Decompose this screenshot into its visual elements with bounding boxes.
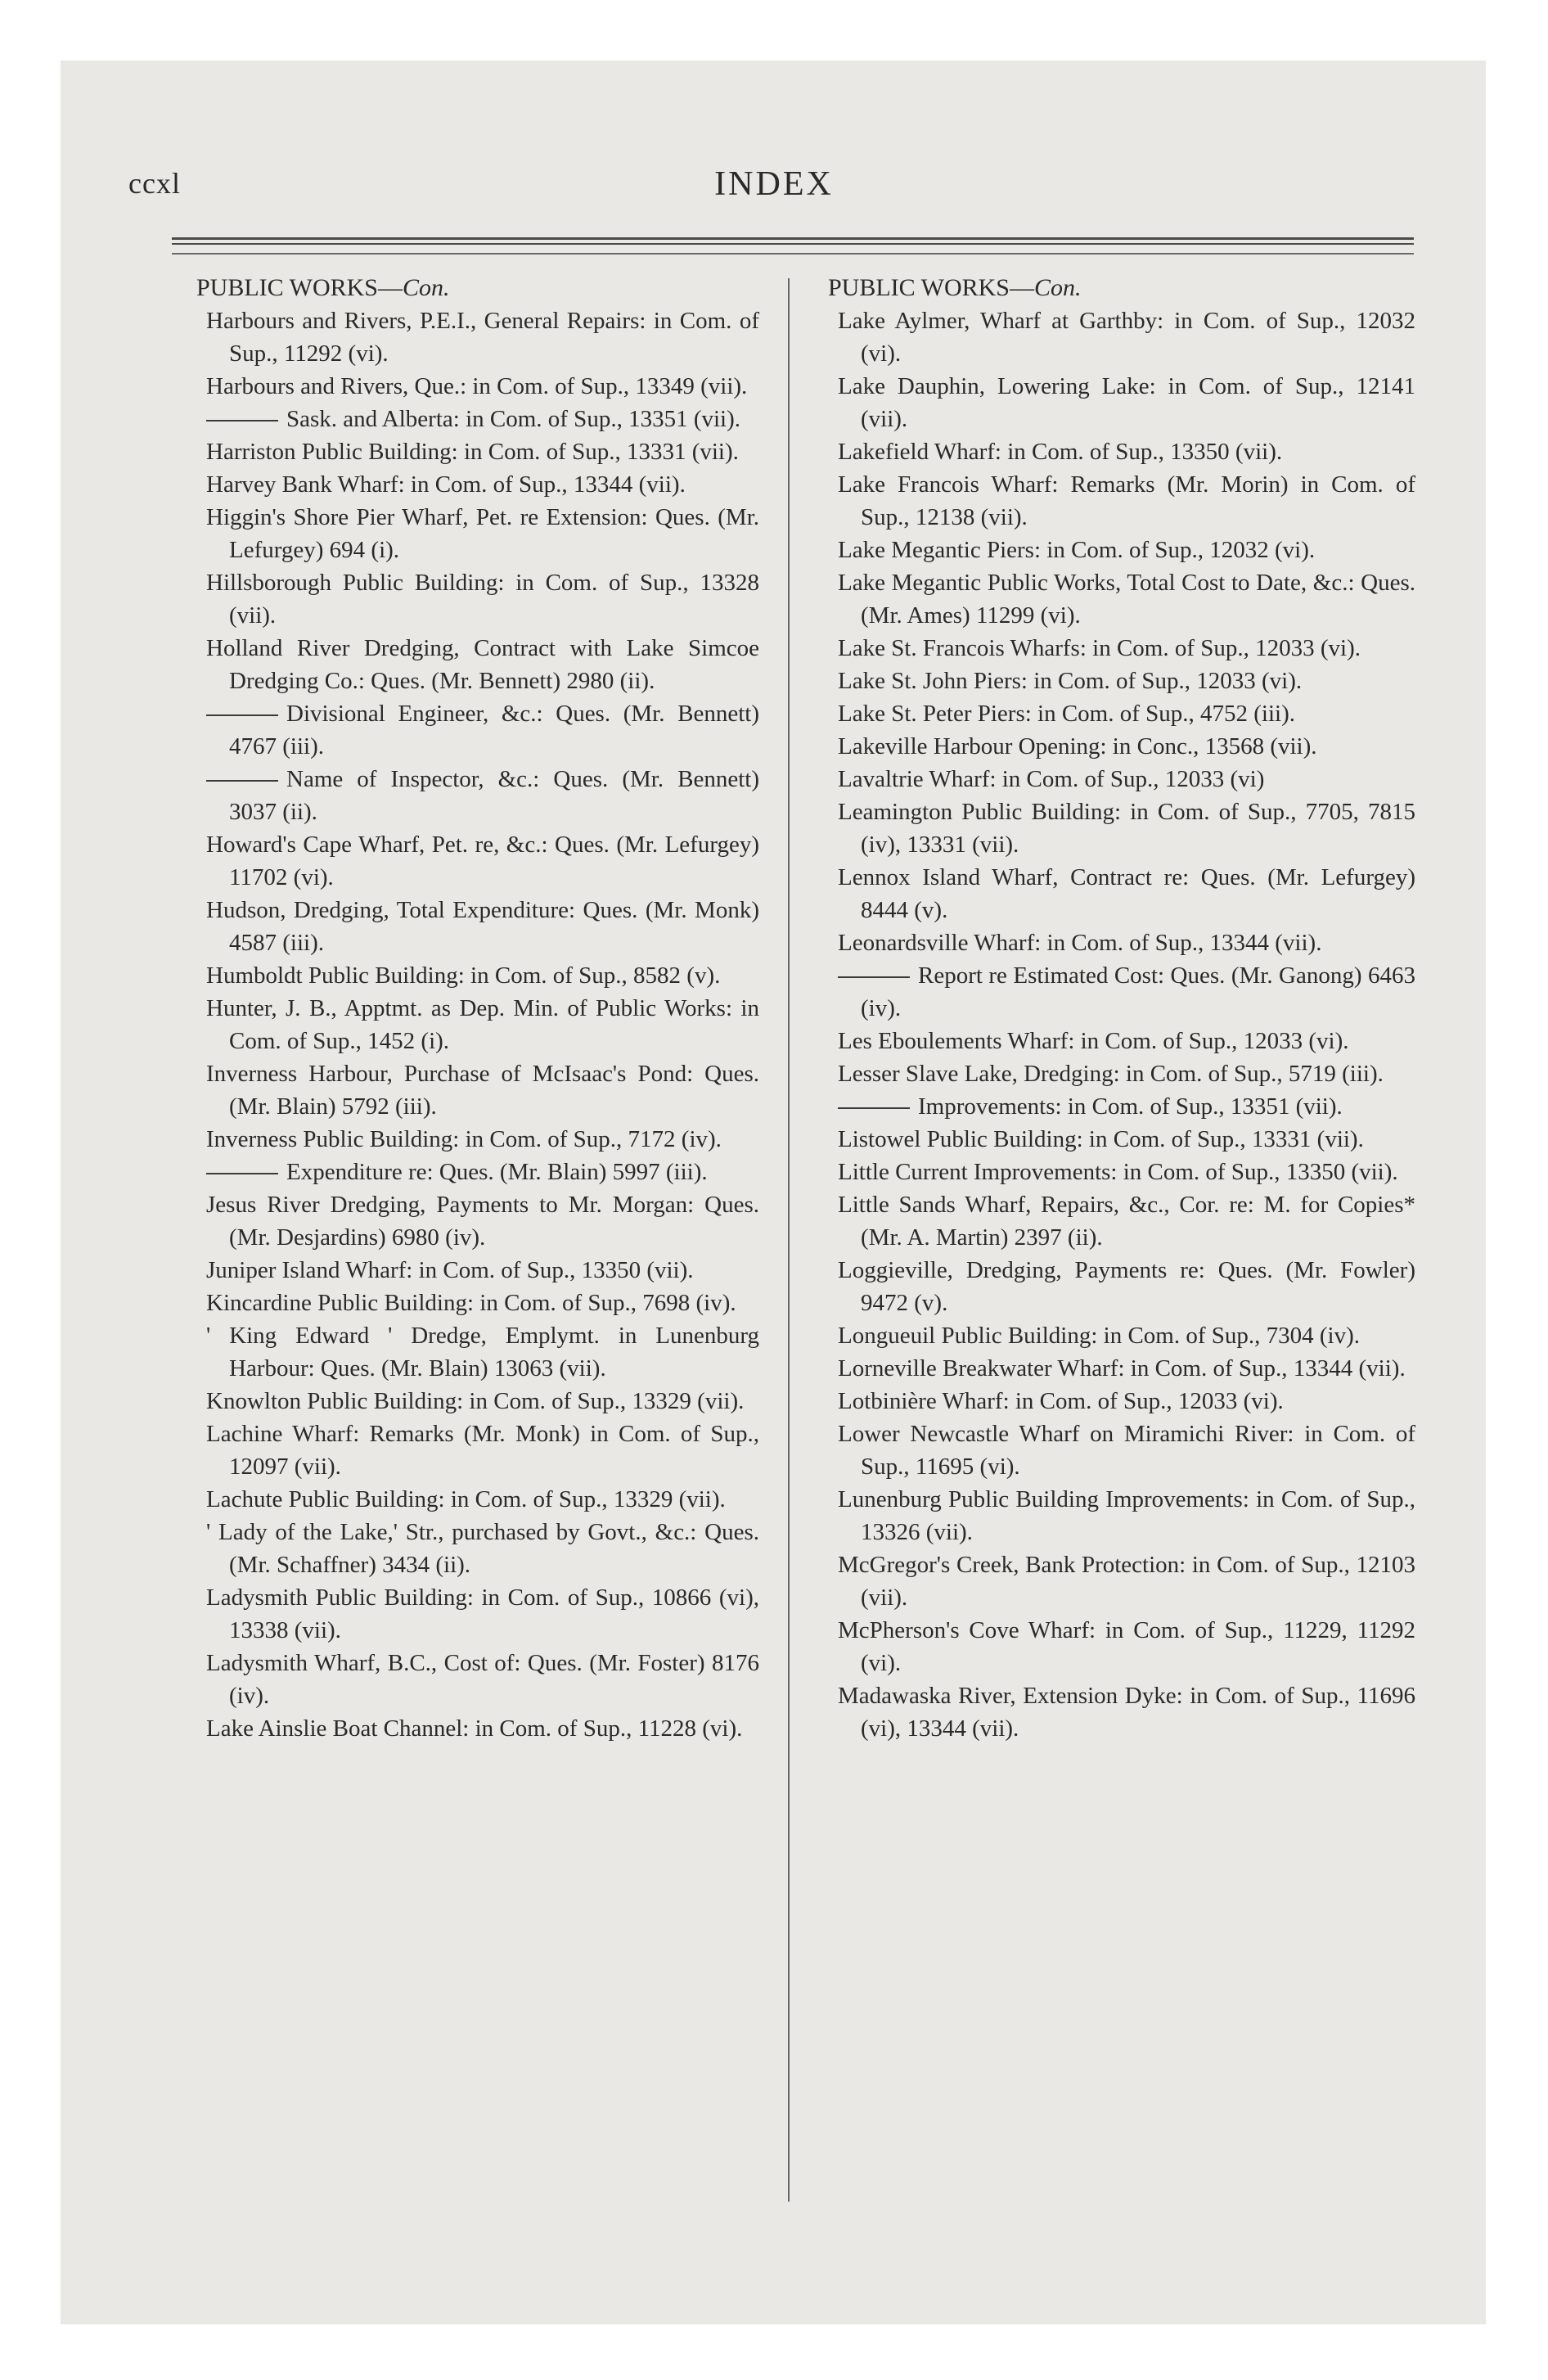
index-subentry-text: Report re Estimated Cost: Ques. (Mr. Ganong) 6463 (iv). xyxy=(861,962,1415,1021)
index-entry: Juniper Island Wharf: in Com. of Sup., 13350 (vii). xyxy=(206,1257,694,1283)
index-entry: Lakeville Harbour Opening: in Conc., 13568 (vii). xyxy=(838,733,1317,760)
index-entry: Lachine Wharf: Remarks (Mr. Monk) in Com. of Sup., 12097 (vii). xyxy=(206,1421,759,1480)
index-entry: Lotbinière Wharf: in Com. of Sup., 12033 (vi). xyxy=(838,1388,1284,1414)
index-entry: Lesser Slave Lake, Dredging: in Com. of Sup., 5719 (iii). xyxy=(838,1061,1384,1087)
ditto-dash xyxy=(206,1173,278,1174)
ditto-dash xyxy=(838,1107,910,1109)
index-entry: Hunter, J. B., Apptmt. as Dep. Min. of Public Works: in Com. of Sup., 1452 (i). xyxy=(206,995,759,1054)
index-entry: Lower Newcastle Wharf on Miramichi River: in Com. of Sup., 11695 (vi). xyxy=(838,1421,1415,1480)
index-subentry-text: Improvements: in Com. of Sup., 13351 (vii). xyxy=(918,1093,1343,1120)
index-entry: Lake Ainslie Boat Channel: in Com. of Sup., 11228 (vi). xyxy=(206,1715,743,1742)
index-entry: McPherson's Cove Wharf: in Com. of Sup., 11229, 11292 (vi). xyxy=(838,1617,1415,1676)
index-entry: Lake Aylmer, Wharf at Garthby: in Com. of Sup., 12032 (vi). xyxy=(838,308,1415,367)
index-entry: Hillsborough Public Building: in Com. of Sup., 13328 (vii). xyxy=(206,570,759,629)
index-entry: ' Lady of the Lake,' Str., purchased by Govt., &c.: Ques. (Mr. Schaffner) 3434 (ii). xyxy=(206,1519,759,1578)
index-entry: Lunenburg Public Building Improvements: in Com. of Sup., 13326 (vii). xyxy=(838,1486,1415,1545)
column-heading xyxy=(196,272,759,304)
index-subentry xyxy=(828,1090,1415,1123)
index-entry: Little Sands Wharf, Repairs, &c., Cor. re: M. for Copies* (Mr. A. Martin) 2397 (ii). xyxy=(838,1192,1415,1251)
index-entry: Les Eboulements Wharf: in Com. of Sup., 12033 (vi). xyxy=(838,1028,1349,1054)
index-entry: Leamington Public Building: in Com. of Sup., 7705, 7815 (iv), 13331 (vii). xyxy=(838,799,1415,858)
index-entry: Ladysmith Wharf, B.C., Cost of: Ques. (Mr. Foster) 8176 (iv). xyxy=(206,1650,759,1709)
index-entry: McGregor's Creek, Bank Protection: in Com. of Sup., 12103 (vii). xyxy=(838,1552,1415,1611)
index-entry: Lorneville Breakwater Wharf: in Com. of Sup., 13344 (vii). xyxy=(838,1355,1406,1382)
column-heading-text: PUBLIC WORKS— xyxy=(196,274,403,301)
index-entry: Holland River Dredging, Contract with Lake Simcoe Dredging Co.: Ques. (Mr. Bennett) 2980 (ii). xyxy=(206,635,759,694)
index-entry: Longueuil Public Building: in Com. of Sup., 7304 (iv). xyxy=(838,1323,1360,1349)
index-entry: Knowlton Public Building: in Com. of Sup., 13329 (vii). xyxy=(206,1388,745,1414)
index-entry: Madawaska River, Extension Dyke: in Com. of Sup., 11696 (vi), 13344 (vii). xyxy=(838,1683,1415,1742)
index-entry: Howard's Cape Wharf, Pet. re, &c.: Ques. (Mr. Lefurgey) 11702 (vi). xyxy=(206,832,759,890)
index-subentry-text: Expenditure re: Ques. (Mr. Blain) 5997 (iii). xyxy=(286,1159,708,1185)
index-entry: Listowel Public Building: in Com. of Sup., 13331 (vii). xyxy=(838,1126,1364,1152)
header-rule xyxy=(172,237,1414,240)
index-subentry xyxy=(828,959,1415,1025)
index-subentry-text: Sask. and Alberta: in Com. of Sup., 13351 (vii). xyxy=(286,406,740,432)
index-entry: Lake St. Francois Wharfs: in Com. of Sup., 12033 (vi). xyxy=(838,635,1361,661)
index-entry: Lake Megantic Piers: in Com. of Sup., 12032 (vi). xyxy=(838,537,1316,563)
column-heading-suffix: Con. xyxy=(402,274,450,301)
index-subentry-text: Name of Inspector, &c.: Ques. (Mr. Bennett) 3037 (ii). xyxy=(229,766,759,825)
ditto-dash xyxy=(206,714,278,716)
index-entry: Lake St. John Piers: in Com. of Sup., 12033 (vi). xyxy=(838,668,1303,694)
index-entry: Inverness Public Building: in Com. of Sup., 7172 (iv). xyxy=(206,1126,722,1152)
index-subentry-text: Divisional Engineer, &c.: Ques. (Mr. Bennett) 4767 (iii). xyxy=(229,701,759,760)
index-entry: Kincardine Public Building: in Com. of Sup., 7698 (iv). xyxy=(206,1290,736,1316)
ditto-dash xyxy=(838,976,910,978)
index-entry: Lavaltrie Wharf: in Com. of Sup., 12033 (vi) xyxy=(838,766,1265,792)
index-entry: Little Current Improvements: in Com. of Sup., 13350 (vii). xyxy=(838,1159,1398,1185)
index-entry: Hudson, Dredging, Total Expenditure: Ques. (Mr. Monk) 4587 (iii). xyxy=(206,897,759,956)
page-number: ccxl xyxy=(128,167,181,200)
index-entry: Inverness Harbour, Purchase of McIsaac's Pond: Ques. (Mr. Blain) 5792 (iii). xyxy=(206,1061,759,1120)
index-entry: Lake Francois Wharf: Remarks (Mr. Morin) in Com. of Sup., 12138 (vii). xyxy=(838,471,1415,530)
index-entry: Ladysmith Public Building: in Com. of Sup., 10866 (vi), 13338 (vii). xyxy=(206,1584,759,1643)
column-heading-suffix: Con. xyxy=(1033,274,1082,301)
ditto-dash xyxy=(206,420,278,421)
left-column xyxy=(187,272,759,1745)
index-entry: Humboldt Public Building: in Com. of Sup., 8582 (v). xyxy=(206,962,721,989)
index-subentry xyxy=(196,697,759,763)
index-entry: Lake Megantic Public Works, Total Cost to Date, &c.: Ques. (Mr. Ames) 11299 (vi). xyxy=(838,570,1415,629)
index-entry: Harriston Public Building: in Com. of Sup., 13331 (vii). xyxy=(206,439,739,465)
index-subentry xyxy=(196,1156,759,1188)
index-entry: Higgin's Shore Pier Wharf, Pet. re Extension: Ques. (Mr. Lefurgey) 694 (i). xyxy=(206,504,759,563)
index-entry: Lake St. Peter Piers: in Com. of Sup., 4752 (iii). xyxy=(838,701,1296,727)
index-entry: Lake Dauphin, Lowering Lake: in Com. of Sup., 12141 (vii). xyxy=(838,373,1415,432)
index-entry: Harbours and Rivers, P.E.I., General Repairs: in Com. of Sup., 11292 (vi). xyxy=(206,308,759,367)
ditto-dash xyxy=(206,780,278,782)
right-column xyxy=(818,272,1415,1745)
index-entry: Jesus River Dredging, Payments to Mr. Morgan: Ques. (Mr. Desjardins) 6980 (iv). xyxy=(206,1192,759,1251)
index-entry: Leonardsville Wharf: in Com. of Sup., 13344 (vii). xyxy=(838,930,1322,956)
column-divider xyxy=(788,278,790,2202)
index-subentry xyxy=(196,763,759,828)
index-subentry xyxy=(196,403,759,435)
index-entry: Harbours and Rivers, Que.: in Com. of Sup., 13349 (vii). xyxy=(206,373,748,399)
page-title: INDEX xyxy=(714,165,834,203)
index-entry: ' King Edward ' Dredge, Emplymt. in Lunenburg Harbour: Ques. (Mr. Blain) 13063 (vii). xyxy=(206,1323,759,1382)
header-rule xyxy=(172,243,1414,245)
index-entry: Lakefield Wharf: in Com. of Sup., 13350 (vii). xyxy=(838,439,1283,465)
column-heading-text: PUBLIC WORKS— xyxy=(828,274,1034,301)
index-entry: Loggieville, Dredging, Payments re: Ques. (Mr. Fowler) 9472 (v). xyxy=(838,1257,1415,1316)
index-entry: Lachute Public Building: in Com. of Sup., 13329 (vii). xyxy=(206,1486,726,1512)
index-entry: Lennox Island Wharf, Contract re: Ques. (Mr. Lefurgey) 8444 (v). xyxy=(838,864,1415,923)
index-entry: Harvey Bank Wharf: in Com. of Sup., 13344 (vii). xyxy=(206,471,686,498)
column-heading xyxy=(828,272,1415,304)
header-rule xyxy=(172,253,1414,255)
